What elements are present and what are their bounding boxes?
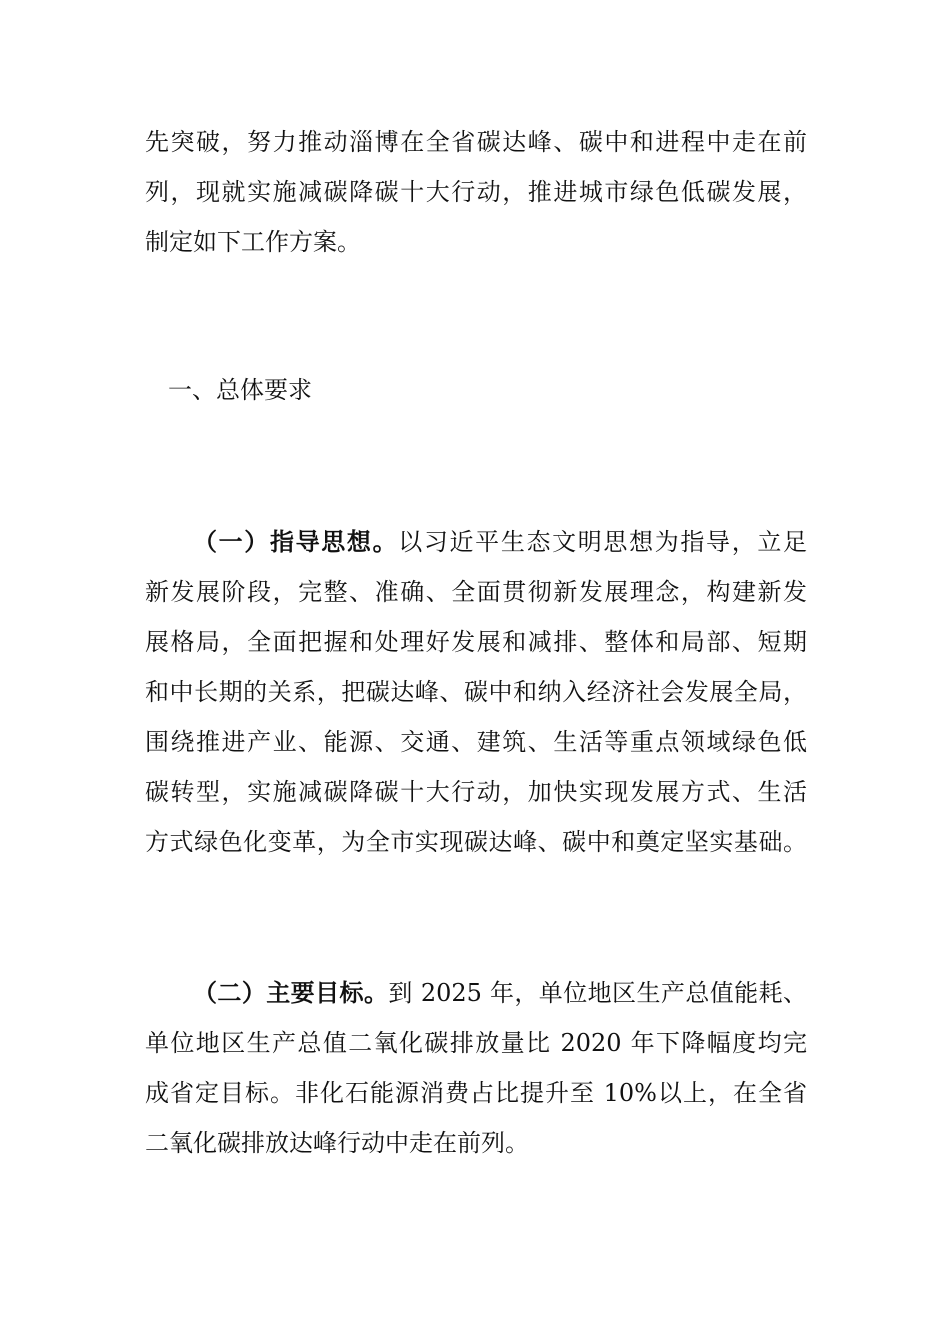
para1-line-4: 和中长期的关系，把碳达峰、碳中和纳入经济社会发展全局，: [145, 678, 807, 706]
para2-label: （二）主要目标。: [193, 978, 389, 1007]
para2-first-line: [193, 977, 807, 1009]
para1-line-5: 围绕推进产业、能源、交通、建筑、生活等重点领域绿色低: [145, 728, 807, 756]
para1-line-6: 碳转型，实施减碳降碳十大行动，加快实现发展方式、生活: [145, 778, 807, 806]
para1-first-line: [193, 526, 807, 558]
para1-line-2: 新发展阶段，完整、准确、全面贯彻新发展理念，构建新发: [145, 578, 807, 606]
para1-first-text: 以习近平生态文明思想为指导，立足: [398, 528, 808, 556]
intro-line-2: 列，现就实施减碳降碳十大行动，推进城市绿色低碳发展，: [145, 178, 807, 206]
section-heading: 一、总体要求: [168, 376, 312, 404]
para1-label: （一）指导思想。: [193, 527, 399, 556]
para1-line-7: 方式绿色化变革，为全市实现碳达峰、碳中和奠定坚实基础。: [145, 828, 807, 856]
para1-line-3: 展格局，全面把握和处理好发展和减排、整体和局部、短期: [145, 628, 807, 656]
para2-line-3: 成省定目标。非化石能源消费占比提升至 10%以上，在全省: [145, 1079, 807, 1107]
para2-line-4: 二氧化碳排放达峰行动中走在前列。: [145, 1129, 529, 1157]
para2-line-2: 单位地区生产总值二氧化碳排放量比 2020 年下降幅度均完: [145, 1029, 807, 1057]
para2-first-text: 到 2025 年，单位地区生产总值能耗、: [388, 979, 807, 1007]
intro-line-3: 制定如下工作方案。: [145, 228, 361, 256]
intro-line-1: 先突破，努力推动淄博在全省碳达峰、碳中和进程中走在前: [145, 128, 807, 156]
